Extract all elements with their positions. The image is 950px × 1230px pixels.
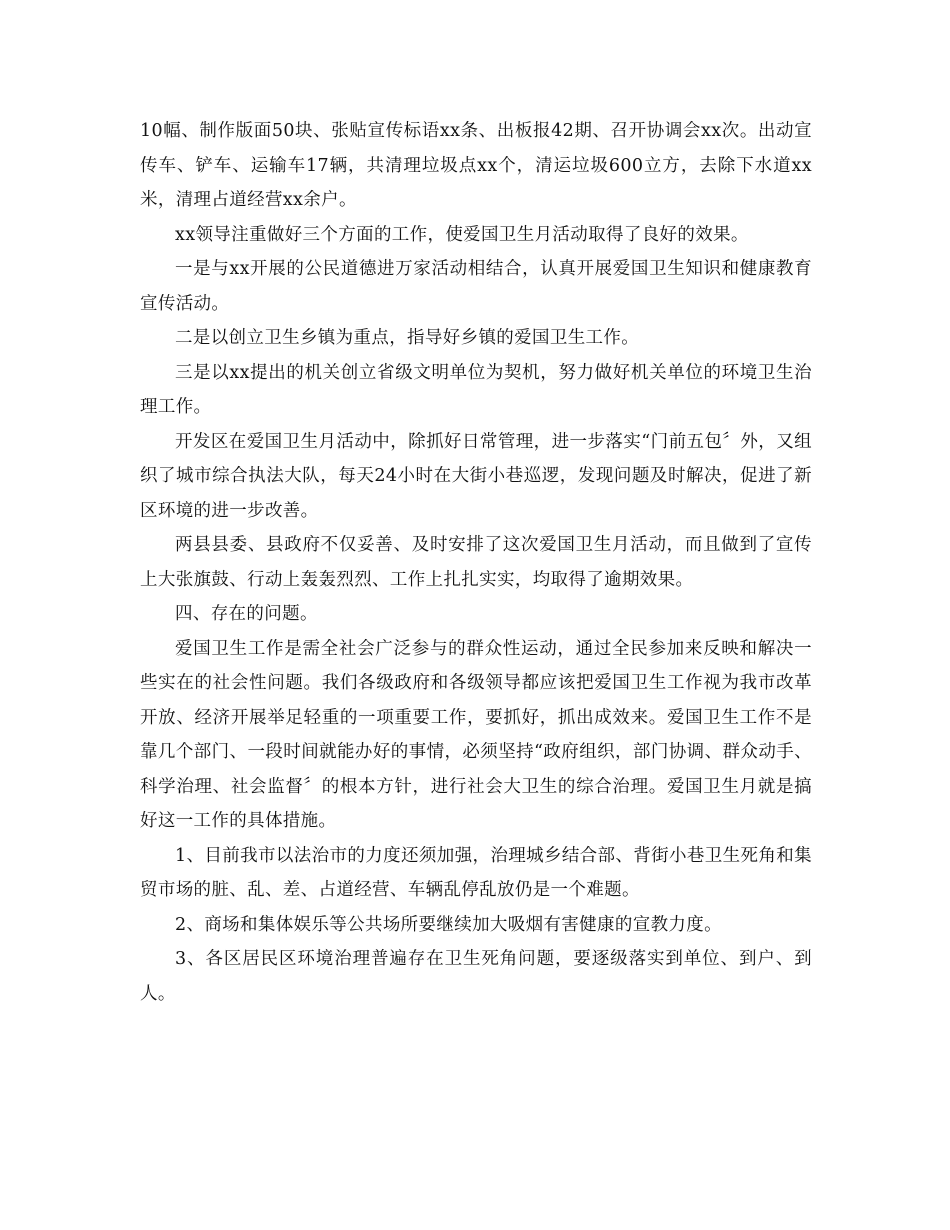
paragraph-continuation: 10幅、制作版面50块、张贴宣传标语xx条、出板报42期、召开协调会xx次。出动宣传车、铲车、运输车17辆，共清理垃圾点xx个，清运垃圾600立方，去除下水道xx米，清理占道经营xx余户。	[140, 121, 812, 210]
paragraph-development-zone: 开发区在爱国卫生月活动中，除抓好日常管理，进一步落实“门前五包〞外，又组织了城市综合执法大队，每天24小时在大街小巷巡逻，发现问题及时解决，促进了新区环境的进一步改善。	[140, 431, 812, 521]
list-item-3: 3、各区居民区环境治理普遍存在卫生死角问题，要逐级落实到单位、到户、到人。	[140, 949, 812, 1004]
paragraph-point-one: 一是与xx开展的公民道德进万家活动相结合，认真开展爱国卫生知识和健康教育宣传活动。	[140, 259, 812, 314]
section-heading-problems: 四、存在的问题。	[175, 604, 318, 624]
paragraph-summary: xx领导注重做好三个方面的工作，使爱国卫生月活动取得了良好的效果。	[175, 224, 749, 245]
paragraph-point-two: 二是以创立卫生乡镇为重点，指导好乡镇的爱国卫生工作。	[175, 328, 640, 348]
list-item-1: 1、目前我市以法治市的力度还须加强，治理城乡结合部、背街小巷卫生死角和集贸市场的脏、乱、差、占道经营、车辆乱停乱放仍是一个难题。	[140, 845, 812, 900]
paragraph-point-three: 三是以xx提出的机关创立省级文明单位为契机，努力做好机关单位的环境卫生治理工作。	[140, 362, 812, 417]
document-body	[140, 114, 812, 1011]
paragraph-problems-overview: 爱国卫生工作是需全社会广泛参与的群众性运动，通过全民参加来反映和解决一些实在的社会性问题。我们各级政府和各级领导都应该把爱国卫生工作视为我市改革开放、经济开展举足轻重的一项重要工作，要抓好，抓出成效来。爱国卫生工作不是靠几个部门、一段时间就能办好的事情，必须坚持“政府组织，部门协调、群众动手、科学治理、社会监督〞的根本方针，进行社会大卫生的综合治理。爱国卫生月就是搞好这一工作的具体措施。	[140, 638, 812, 831]
paragraph-two-counties: 两县县委、县政府不仅妥善、及时安排了这次爱国卫生月活动，而且做到了宣传上大张旗鼓、行动上轰轰烈烈、工作上扎扎实实，均取得了逾期效果。	[140, 535, 812, 590]
list-item-2: 2、商场和集体娱乐等公共场所要继续加大吸烟有害健康的宣教力度。	[175, 914, 722, 935]
